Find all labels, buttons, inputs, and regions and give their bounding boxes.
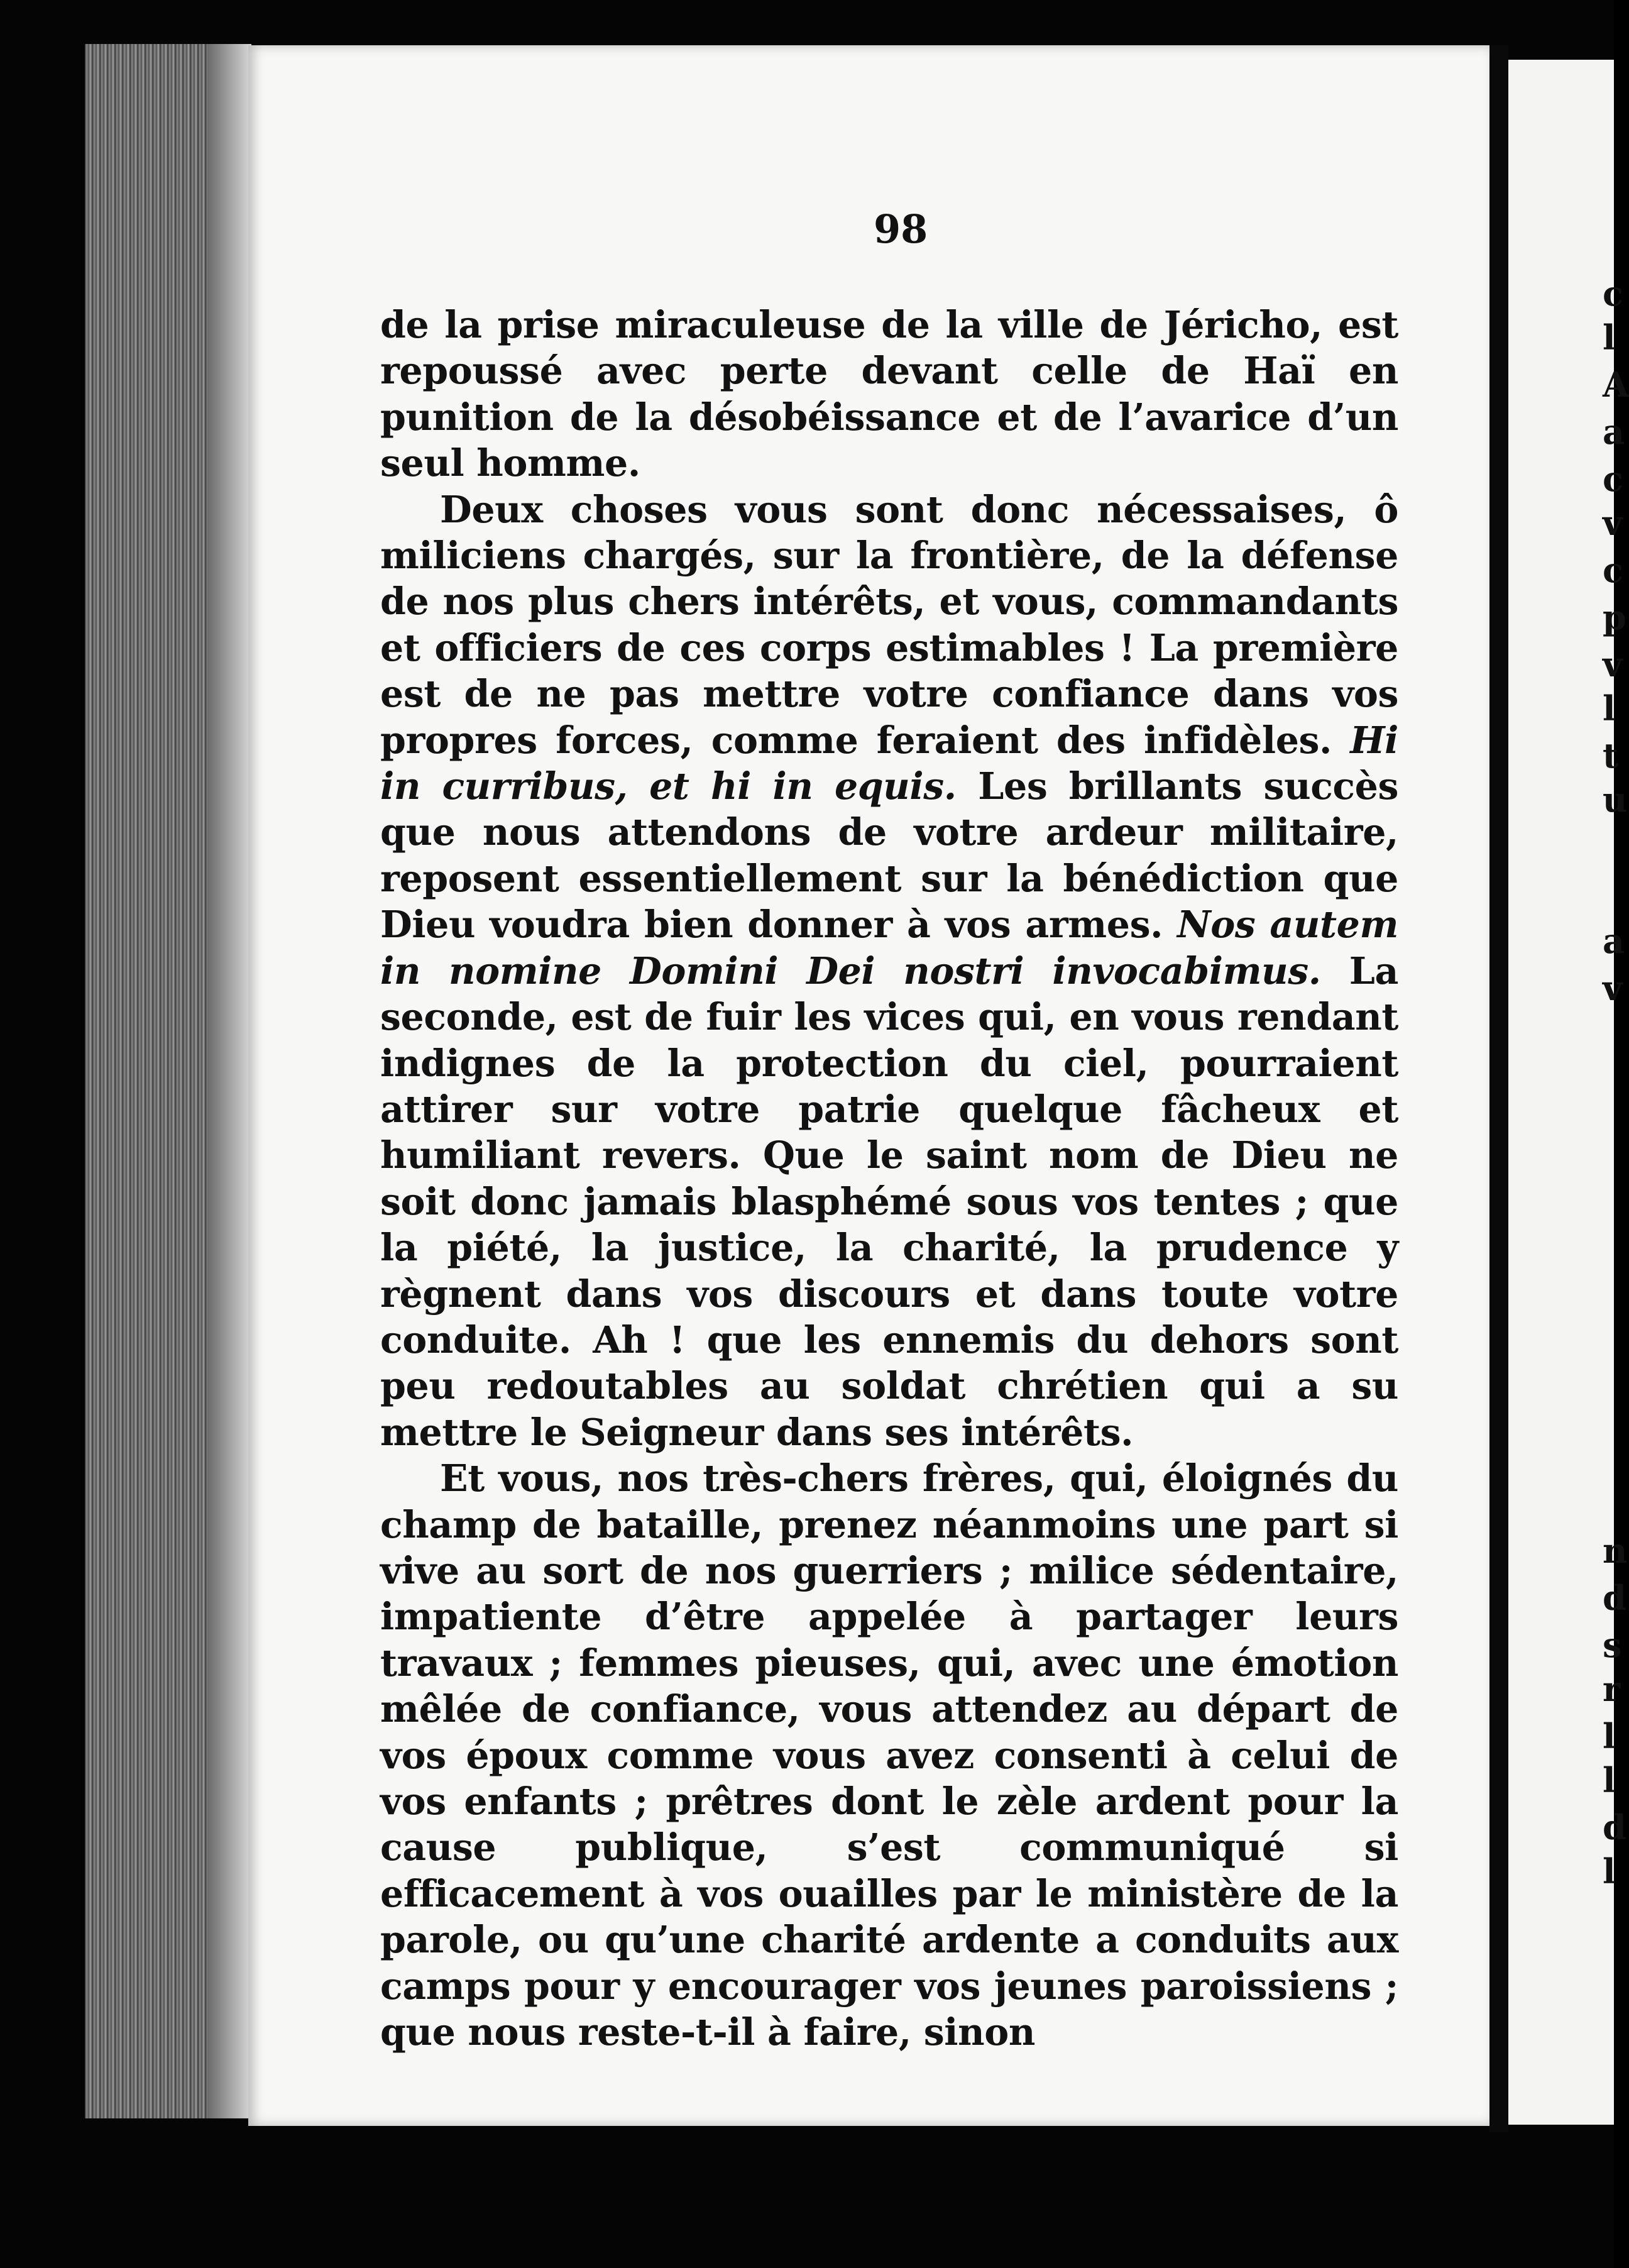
paragraph [380,1455,1398,2055]
text-segment: Deux choses vous sont donc nécessaises, ô miliciens chargés, sur la frontière, de la défense de nos plus chers intérêts, et vous, commandants et officiers de ces corps estimables ! La première est de ne pas mettre votre confiance dans vos propres forces, comme feraient des infidèles. [380,487,1398,762]
next-page-letter: A [1603,365,1629,405]
paragraph [380,302,1398,487]
next-page-letter: c [1603,273,1623,314]
next-page-letter: a [1603,412,1625,452]
latin-quotation: Hi in curribus, et hi in equis. [380,718,1398,808]
next-page-letter: l [1603,1851,1616,1891]
paragraph [380,487,1398,1456]
text-segment: Les brillants succès que nous attendons de votre ardeur militaire, reposent essentiellement sur la bénédiction que Dieu voudra bien donner à vos armes. [380,764,1399,947]
next-page-letter: l [1603,1716,1616,1756]
next-page-letter: v [1603,644,1623,685]
next-page-letter: s [1603,1625,1622,1665]
page-number: 98 [874,206,928,252]
next-page-letter: p [1603,597,1626,637]
body-text [380,302,1398,2055]
next-page-letter: c [1603,459,1623,499]
next-page-letter: v [1603,503,1623,543]
next-page-letter: c [1603,550,1623,590]
next-page-letter: v [1603,968,1623,1008]
next-page-letter: n [1603,1531,1628,1571]
next-page-letter: d [1603,1807,1626,1847]
next-page-sliver [1508,60,1614,2125]
next-page-letter: l [1603,1760,1616,1800]
gutter-shadow [207,44,251,2118]
text-segment: de la prise miraculeuse de la ville de Jéricho, est repoussé avec perte devant celle de Haï en punition de la désobéissance et de l’avarice d’un seul homme. [380,303,1398,485]
text-segment: Et vous, nos très-chers frères, qui, éloignés du champ de bataille, prenez néanmoins une part si vive au sort de nos guerriers ; milice sédentaire, impatiente d’être appelée à partager leurs travaux ; femmes pieuses, qui, avec une émotion mêlée de confiance, vous attendez au départ de vos époux comme vous avez consenti à celui de vos enfants ; prêtres dont le zèle ardent pour la cause publique, s’est communiqué si efficacement à vos ouailles par le ministère de la parole, ou qu’une charité ardente a conduits aux camps pour y encourager vos jeunes paroissiens ; que nous reste-t-il à faire, sinon [380,1456,1398,2054]
next-page-letter: r [1603,1669,1621,1709]
text-segment: La seconde, est de fuir les vices qui, en vous rendant indignes de la protection du ciel, pourraient attirer sur votre patrie quelque fâcheux et humiliant revers. Que le saint nom de Dieu ne soit donc jamais blasphémé sous vos tentes ; que la piété, la justice, la charité, la prudence y règnent dans vos discours et dans toute votre conduite. Ah ! que les ennemis du dehors sont peu redoutables au soldat chrétien qui a su mettre le Seigneur dans ses intérêts. [380,949,1398,1454]
next-page-letter: l [1603,688,1616,729]
next-page-letter: l [1603,317,1616,358]
next-page-letter: t [1603,735,1618,776]
page-divider [1489,45,1508,2132]
latin-quotation: Nos autem in nomine Domini Dei nostri invocabimus. [380,903,1398,993]
next-page-letter: u [1603,779,1628,820]
next-page-letter: d [1603,1578,1626,1618]
next-page-letter: a [1603,921,1625,961]
